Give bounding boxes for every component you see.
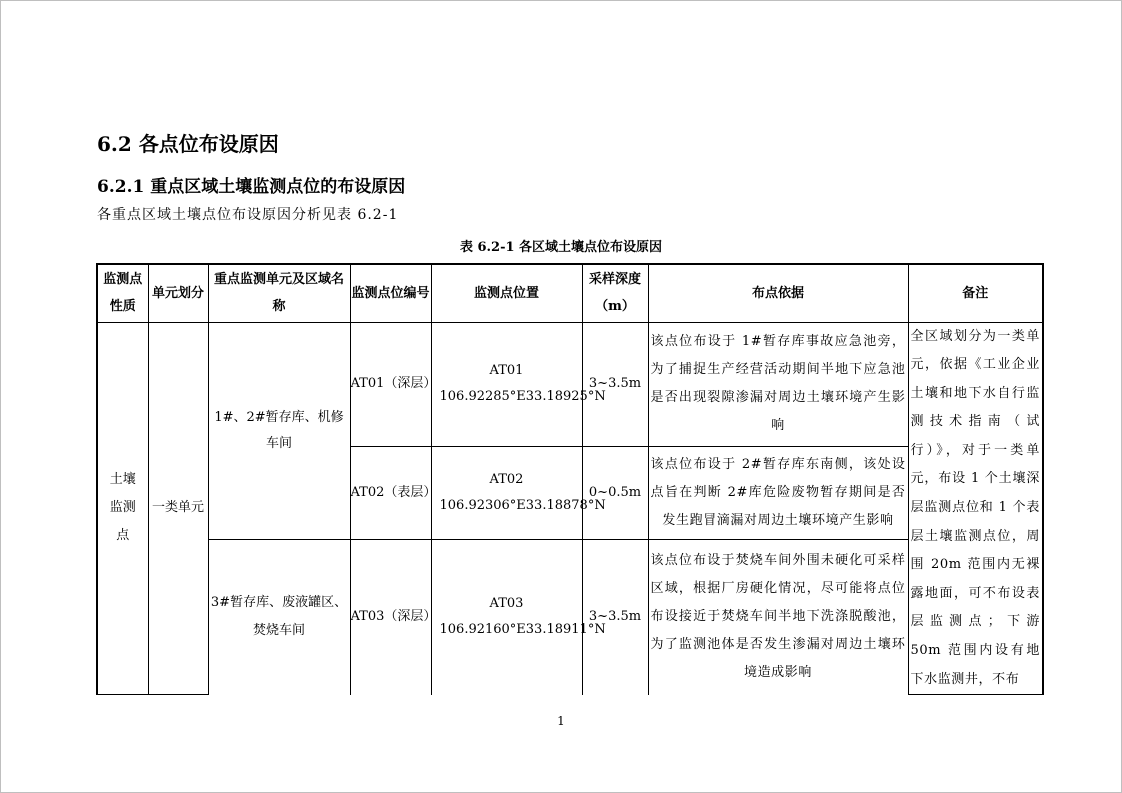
header-code: 监测点位编号 [350,264,431,322]
header-area: 重点监测单元及区域名称 [208,264,350,322]
code-cell: AT02（表层） [350,446,431,539]
basis-cell: 该点位布设于 2#暂存库东南侧，该处设点旨在判断 2#库危险废物暂存期间是否发生跑冒滴漏对周边土壤环境产生影响 [648,446,908,539]
section-heading: 6.2 各点位布设原因 [97,132,279,156]
intro-paragraph: 各重点区域土壤点位布设原因分析见表 6.2-1 [97,207,399,223]
area-cell: 1#、2#暂存库、机修车间 [208,322,350,539]
depth-cell: 3~3.5m [582,539,648,695]
location-cell: AT01 106.92285°E33.18925°N [431,322,582,446]
area-cell: 3#暂存库、废液罐区、焚烧车间 [208,539,350,695]
page-number: 1 [557,714,565,728]
table-header-row [97,264,1043,322]
header-nature: 监测点性质 [97,264,148,322]
subsection-heading: 6.2.1 重点区域土壤监测点位的布设原因 [97,177,406,197]
depth-cell: 0~0.5m [582,446,648,539]
header-basis: 布点依据 [648,264,908,322]
depth-cell: 3~3.5m [582,322,648,446]
header-unit: 单元划分 [148,264,208,322]
header-location: 监测点位置 [431,264,582,322]
header-depth: 采样深度（m） [582,264,648,322]
code-cell: AT03（深层） [350,539,431,695]
nature-cell: 土壤监测点 [97,322,148,695]
basis-cell: 该点位布设于焚烧车间外围未硬化可采样区域，根据厂房硬化情况，尽可能将点位布设接近于焚烧车间半地下洗涤脱酸池，为了监测池体是否发生渗漏对周边土壤环境造成影响 [648,539,908,695]
table-caption: 表 6.2-1 各区域土壤点位布设原因 [459,240,663,255]
code-cell: AT01（深层） [350,322,431,446]
location-cell: AT02 106.92306°E33.18878°N [431,446,582,539]
soil-monitoring-table [96,263,1044,695]
header-remark: 备注 [908,264,1043,322]
unit-cell: 一类单元 [148,322,208,695]
location-cell: AT03 106.92160°E33.18911°N [431,539,582,695]
table-row [97,322,1043,446]
table-row [97,539,1043,695]
remark-cell: 全区域划分为一类单元，依据《工业企业土壤和地下水自行监测技术指南（试行）》，对于一类单元，布设 1 个土壤深层监测点位和 1 个表层土壤监测点位，周围 20m 范围内无裸露地面，可不布设表层监测点；下游 50m 范围内设有地下水监测井，不布 [908,322,1043,695]
basis-cell: 该点位布设于 1#暂存库事故应急池旁，为了捕捉生产经营活动期间半地下应急池是否出现裂隙渗漏对周边土壤环境产生影响 [648,322,908,446]
